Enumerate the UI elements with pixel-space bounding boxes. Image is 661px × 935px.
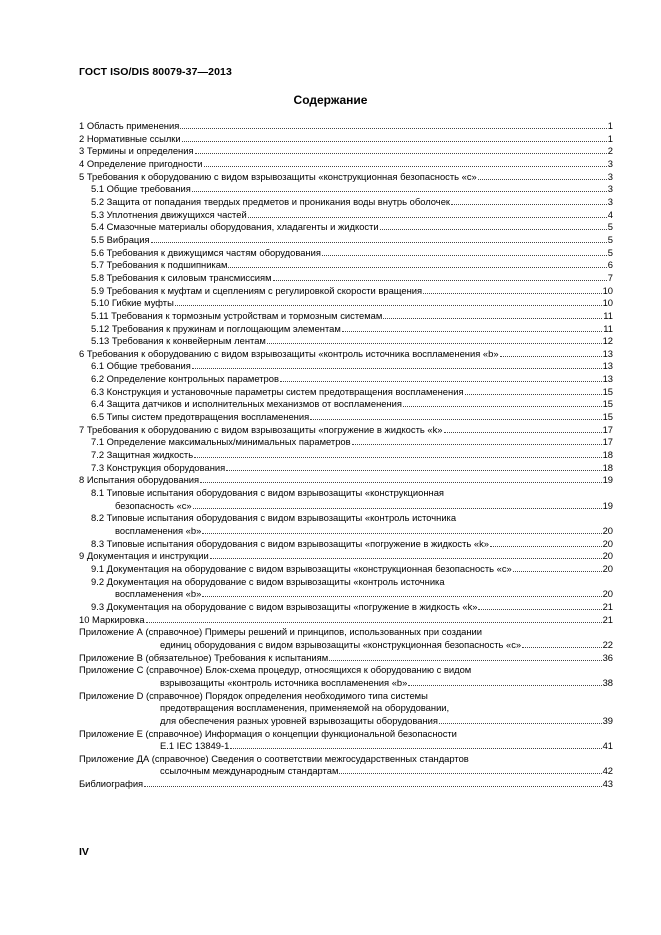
- toc-entry-8-2-cont[interactable]: [79, 525, 613, 538]
- leader-dots: [182, 133, 607, 142]
- toc-entry-9-2-cont[interactable]: [79, 588, 613, 601]
- toc-entry-text: 6.2 Определение контрольных параметров: [91, 373, 279, 385]
- toc-entry-text: 8 Испытания оборудования: [79, 474, 200, 486]
- leader-dots: [192, 183, 607, 192]
- toc-page-number: 22: [602, 638, 613, 650]
- toc-entry-text: 8.3 Типовые испытания оборудования с видом взрывозащиты «погружение в жидкость «k»: [91, 537, 489, 549]
- toc-page-number: 10: [602, 297, 613, 309]
- page-number-footer: IV: [79, 846, 89, 858]
- toc-bibliography[interactable]: [79, 778, 613, 791]
- toc-entry-5-4[interactable]: [79, 221, 613, 234]
- leader-dots: [478, 601, 601, 610]
- leader-dots: [151, 234, 607, 243]
- toc-appendix-e[interactable]: [79, 728, 613, 741]
- toc-entry-text: воспламенения «b»: [115, 588, 202, 600]
- toc-page-number: 15: [602, 398, 613, 410]
- toc-entry-5-6[interactable]: [79, 247, 613, 260]
- toc-page-number: 17: [602, 423, 613, 435]
- leader-dots: [352, 436, 602, 445]
- leader-dots: [465, 386, 602, 395]
- toc-entry-6-1[interactable]: [79, 360, 613, 373]
- toc-entry-5-12[interactable]: [79, 323, 613, 336]
- toc-entry-text: воспламенения «b»: [115, 525, 202, 536]
- toc-entry-text: 9 Документация и инструкции: [79, 550, 209, 562]
- toc-entry-text: Приложение ДА (справочное) Сведения о соответствии межгосударственных стандартов: [79, 752, 469, 764]
- toc-entry-text: Е.1 IEC 13849-1: [160, 740, 230, 752]
- toc-page-number: 3: [607, 195, 613, 207]
- leader-dots: [202, 588, 601, 597]
- leader-dots: [280, 373, 602, 382]
- table-of-contents: [79, 120, 613, 791]
- toc-entry-text: 9.2 Документация на оборудование с видом взрывозащиты «контроль источника: [91, 575, 445, 587]
- toc-entry-text: 10 Маркировка: [79, 613, 145, 625]
- toc-entry-5-7[interactable]: [79, 259, 613, 272]
- toc-entry-5-2[interactable]: [79, 196, 613, 209]
- toc-page-number: 15: [602, 411, 613, 423]
- toc-entry-text: предотвращения воспламенения, применяемой на оборудовании,: [160, 702, 450, 714]
- toc-entry-8-1-cont[interactable]: [79, 500, 613, 513]
- toc-entry-text: 5.7 Требования к подшипникам: [91, 259, 228, 271]
- toc-page-number: 10: [602, 284, 613, 296]
- leader-dots: [342, 323, 602, 332]
- toc-page-number: 4: [607, 208, 613, 220]
- toc-entry-text: Приложение А (справочное) Примеры решений и принципов, использованных при создании: [79, 626, 483, 638]
- leader-dots: [380, 221, 607, 230]
- leader-dots: [500, 348, 602, 357]
- toc-appendix-c[interactable]: [79, 664, 613, 677]
- toc-entry-text: 5.2 Защита от попадания твердых предметов и проникания воды внутрь оболочек: [91, 195, 451, 207]
- leader-dots: [228, 259, 606, 268]
- toc-entry-text: 7.2 Защитная жидкость: [91, 449, 194, 461]
- toc-page-number: 12: [602, 335, 613, 347]
- leader-dots: [513, 563, 602, 572]
- toc-entry-9-1[interactable]: [79, 563, 613, 576]
- leader-dots: [248, 209, 607, 218]
- leader-dots: [230, 740, 601, 749]
- toc-entry-text: 5.8 Требования к силовым трансмиссиям: [91, 271, 272, 283]
- toc-page-number: 1: [607, 132, 613, 144]
- toc-appendix-da[interactable]: [79, 753, 613, 766]
- toc-entry-text: Приложение В (обязательное) Требования к испытаниям: [79, 651, 329, 663]
- toc-entry-text: 6.1 Общие требования: [91, 360, 191, 372]
- toc-entry-text: безопасность «с»: [115, 499, 192, 511]
- leader-dots: [180, 120, 606, 129]
- leader-dots: [194, 449, 601, 458]
- toc-page-number: 5: [607, 246, 613, 258]
- leader-dots: [195, 145, 607, 154]
- toc-entry-6-3[interactable]: [79, 386, 613, 399]
- toc-entry-6-5[interactable]: [79, 411, 613, 424]
- toc-entry-text: 9.3 Документация на оборудование с видом взрывозащиты «погружение в жидкость «k»: [91, 600, 478, 612]
- leader-dots: [144, 778, 601, 787]
- toc-page-number: 20: [602, 550, 613, 562]
- toc-entry-text: 9.1 Документация на оборудование с видом взрывозащиты «конструкционная безопасность «с»: [91, 562, 512, 574]
- toc-entry-text: 8.1 Типовые испытания оборудования с видом взрывозащиты «конструкционная: [91, 487, 445, 499]
- toc-appendix-a-cont[interactable]: [79, 639, 613, 652]
- leader-dots: [192, 360, 602, 369]
- toc-page-number: 19: [602, 499, 613, 511]
- toc-page-number: 11: [603, 309, 613, 321]
- toc-entry-text: 7.1 Определение максимальных/минимальных параметров: [91, 436, 351, 448]
- leader-dots: [444, 424, 602, 433]
- leader-dots: [175, 297, 602, 306]
- toc-entry-9[interactable]: [79, 550, 613, 563]
- toc-page-number: 39: [602, 714, 613, 726]
- toc-page-number: 42: [602, 765, 613, 777]
- toc-page-number: 11: [603, 322, 613, 334]
- toc-entry-text: 5.11 Требования к тормозным устройствам и тормозным системам: [91, 309, 383, 321]
- toc-entry-text: 5.6 Требования к движущимся частям оборудования: [91, 246, 321, 258]
- toc-entry-9-2[interactable]: [79, 576, 613, 589]
- toc-entry-text: 6 Требования к оборудованию с видом взрывозащиты «контроль источника воспламенения «b»: [79, 347, 499, 359]
- toc-entry-text: 5.1 Общие требования: [91, 183, 191, 195]
- toc-entry-5-3[interactable]: [79, 209, 613, 222]
- toc-page-number: 21: [602, 613, 613, 625]
- toc-entry-8[interactable]: [79, 474, 613, 487]
- toc-page-number: 20: [602, 588, 613, 600]
- leader-dots: [310, 411, 601, 420]
- toc-entry-text: 3 Термины и определения: [79, 145, 194, 157]
- toc-page-number: 3: [607, 157, 613, 169]
- toc-entry-text: 5.3 Уплотнения движущихся частей: [91, 208, 247, 220]
- toc-entry-10[interactable]: [79, 614, 613, 627]
- toc-entry-text: 5.10 Гибкие муфты: [91, 297, 174, 309]
- toc-entry-5-8[interactable]: [79, 272, 613, 285]
- toc-page-number: 20: [602, 562, 613, 574]
- toc-entry-text: 5.5 Вибрация: [91, 233, 150, 245]
- toc-page-number: 3: [607, 183, 613, 195]
- toc-entry-text: 8.2 Типовые испытания оборудования с видом взрывозащиты «контроль источника: [91, 512, 457, 524]
- toc-entry-text: ссылочным международным стандартам: [160, 765, 339, 777]
- leader-dots: [146, 614, 602, 623]
- toc-page-number: 17: [602, 436, 613, 448]
- leader-dots: [339, 765, 601, 774]
- toc-entry-text: Приложение D (справочное) Порядок определения необходимого типа системы: [79, 689, 428, 701]
- toc-entry-text: 5.4 Смазочные материалы оборудования, хладагенты и жидкости: [91, 221, 379, 233]
- toc-entry-text: 1 Область применения: [79, 120, 180, 131]
- toc-entry-6[interactable]: [79, 348, 613, 361]
- toc-page-number: 13: [602, 347, 613, 359]
- leader-dots: [383, 310, 602, 319]
- toc-appendix-b[interactable]: [79, 652, 613, 665]
- toc-appendix-d-cont-1[interactable]: [79, 702, 613, 715]
- toc-page-number: 3: [607, 170, 613, 182]
- toc-entry-7[interactable]: [79, 424, 613, 437]
- toc-page-number: 43: [602, 778, 613, 790]
- toc-entry-text: Приложение Е (справочное) Информация о концепции функциональной безопасности: [79, 727, 457, 739]
- toc-page-number: 2: [607, 145, 613, 157]
- toc-appendix-d-cont-2[interactable]: [79, 715, 613, 728]
- document-header: ГОСТ ISO/DIS 80079-37—2013: [79, 66, 232, 78]
- toc-entry-text: 6.5 Типы систем предотвращения воспламенения: [91, 411, 310, 423]
- toc-entry-5-11[interactable]: [79, 310, 613, 323]
- leader-dots: [522, 639, 601, 648]
- toc-page-number: 1: [607, 120, 613, 131]
- toc-appendix-c-cont[interactable]: [79, 677, 613, 690]
- leader-dots: [226, 462, 601, 471]
- toc-page-number: 13: [602, 373, 613, 385]
- toc-page-number: 20: [602, 525, 613, 536]
- toc-entry-3[interactable]: [79, 145, 613, 158]
- leader-dots: [193, 500, 602, 509]
- toc-page-number: 7: [607, 271, 613, 283]
- toc-entry-5-13[interactable]: [79, 335, 613, 348]
- toc-entry-7-3[interactable]: [79, 462, 613, 475]
- toc-page-number: 6: [607, 259, 613, 271]
- toc-page-number: 36: [602, 651, 613, 663]
- toc-entry-text: 5.13 Требования к конвейерным лентам: [91, 335, 266, 347]
- toc-entry-5-5[interactable]: [79, 234, 613, 247]
- toc-page-number: 18: [602, 461, 613, 473]
- leader-dots: [329, 652, 601, 661]
- toc-entry-text: 6.3 Конструкция и установочные параметры систем предотвращения воспламенения: [91, 385, 464, 397]
- toc-entry-6-2[interactable]: [79, 373, 613, 386]
- toc-page-number: 20: [602, 537, 613, 549]
- toc-entry-8-1[interactable]: [79, 487, 613, 500]
- toc-appendix-a[interactable]: [79, 626, 613, 639]
- leader-dots: [204, 158, 607, 167]
- leader-dots: [210, 550, 602, 559]
- toc-entry-text: 5.12 Требования к пружинам и поглощающим элементам: [91, 322, 341, 334]
- toc-entry-2[interactable]: [79, 133, 613, 146]
- toc-entry-text: 5.9 Требования к муфтам и сцеплениям с регулировкой скорости вращения: [91, 284, 423, 296]
- toc-entry-text: 7.3 Конструкция оборудования: [91, 461, 226, 473]
- leader-dots: [200, 474, 601, 483]
- leader-dots: [451, 196, 607, 205]
- leader-dots: [202, 525, 601, 534]
- leader-dots: [322, 247, 607, 256]
- toc-entry-text: 5 Требования к оборудованию с видом взрывозащиты «конструкционная безопасность «с»: [79, 170, 477, 182]
- toc-entry-text: для обеспечения разных уровней взрывозащиты оборудования: [160, 714, 438, 726]
- toc-appendix-da-cont[interactable]: [79, 765, 613, 778]
- toc-page-number: 41: [602, 740, 613, 752]
- toc-page-number: 13: [602, 360, 613, 372]
- toc-entry-8-3[interactable]: [79, 538, 613, 551]
- toc-page-number: 5: [607, 221, 613, 233]
- leader-dots: [478, 171, 607, 180]
- leader-dots: [267, 335, 602, 344]
- toc-entry-5-1[interactable]: [79, 183, 613, 196]
- toc-entry-text: 7 Требования к оборудованию с видом взрывозащиты «погружение в жидкость «k»: [79, 423, 443, 435]
- leader-dots: [423, 285, 601, 294]
- toc-page-number: 38: [602, 676, 613, 688]
- toc-entry-text: 4 Определение пригодности: [79, 157, 203, 169]
- toc-entry-1[interactable]: [79, 120, 613, 133]
- toc-appendix-d[interactable]: [79, 690, 613, 703]
- toc-entry-7-2[interactable]: [79, 449, 613, 462]
- toc-entry-text: единиц оборудования с видом взрывозащиты «конструкционная безопасность «с»: [160, 638, 522, 650]
- toc-entry-7-1[interactable]: [79, 436, 613, 449]
- leader-dots: [439, 715, 602, 724]
- leader-dots: [408, 677, 601, 686]
- toc-entry-text: взрывозащиты «контроль источника воспламенения «b»: [160, 676, 408, 688]
- leader-dots: [403, 398, 602, 407]
- toc-entry-8-2[interactable]: [79, 512, 613, 525]
- toc-entry-text: 6.4 Защита датчиков и исполнительных механизмов от воспламенения: [91, 398, 402, 410]
- toc-entry-5-9[interactable]: [79, 285, 613, 298]
- leader-dots: [490, 538, 602, 547]
- toc-entry-5[interactable]: [79, 171, 613, 184]
- toc-page-number: 15: [602, 385, 613, 397]
- toc-entry-4[interactable]: [79, 158, 613, 171]
- toc-entry-5-10[interactable]: [79, 297, 613, 310]
- leader-dots: [273, 272, 607, 281]
- toc-page-number: 19: [602, 474, 613, 486]
- toc-page-number: 18: [602, 449, 613, 461]
- toc-entry-text: Библиография: [79, 778, 144, 790]
- page-title: Содержание: [293, 93, 368, 107]
- toc-entry-text: Приложение С (справочное) Блок-схема процедур, относящихся к оборудованию с видом: [79, 664, 472, 676]
- toc-page-number: 5: [607, 233, 613, 245]
- toc-page-number: 21: [602, 600, 613, 612]
- toc-entry-6-4[interactable]: [79, 398, 613, 411]
- toc-entry-9-3[interactable]: [79, 601, 613, 614]
- toc-entry-text: 2 Нормативные ссылки: [79, 132, 181, 144]
- toc-appendix-e-1[interactable]: [79, 740, 613, 753]
